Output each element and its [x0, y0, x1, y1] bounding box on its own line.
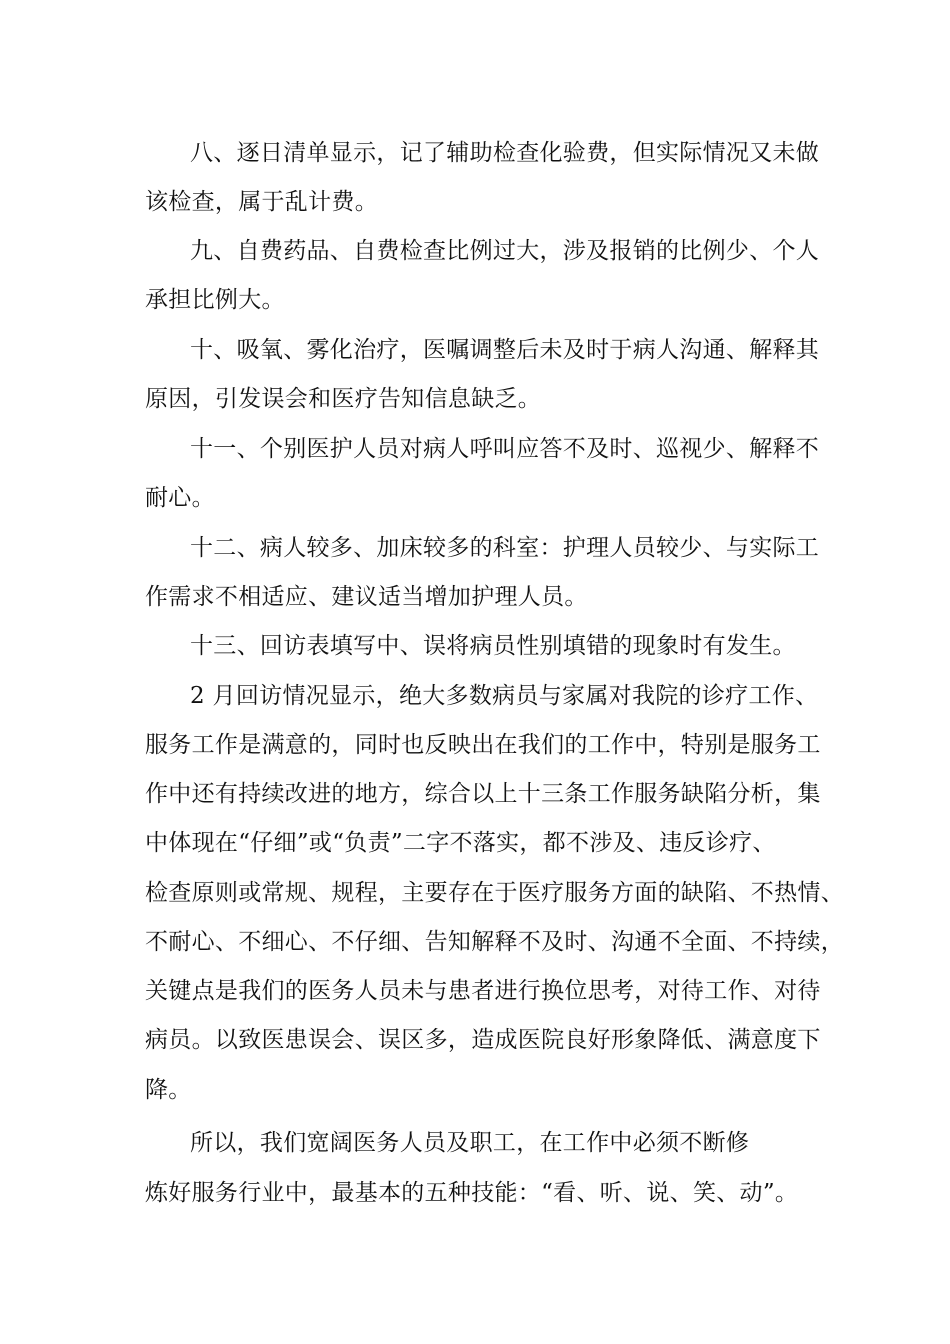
- text-line: 耐心。: [145, 485, 215, 511]
- text-line: 作中还有持续改进的地方，综合以上十三条工作服务缺陷分析，集: [145, 781, 821, 807]
- text-line: 原因，引发误会和医疗告知信息缺乏。: [145, 386, 542, 412]
- text-line: 作需求不相适应、建议适当增加护理人员。: [145, 584, 588, 610]
- text-line: 检查原则或常规、规程，主要存在于医疗服务方面的缺陷、不热情、: [145, 880, 844, 906]
- text-line: 病员。以致医患误会、误区多，造成医院良好形象降低、满意度下: [145, 1027, 821, 1053]
- text-line: 服务工作是满意的，同时也反映出在我们的工作中，特别是服务工: [145, 732, 821, 758]
- text-line: 八、逐日清单显示，记了辅助检查化验费，但实际情况又未做: [190, 140, 820, 166]
- text-line: 十一、个别医护人员对病人呼叫应答不及时、巡视少、解释不: [190, 436, 820, 462]
- text-line: 关键点是我们的医务人员未与患者进行换位思考，对待工作、对待: [145, 978, 821, 1004]
- text-line: 不耐心、不细心、不仔细、告知解释不及时、沟通不全面、不持续，: [145, 929, 844, 955]
- text-line: 九、自费药品、自费检查比例过大，涉及报销的比例少、个人: [190, 238, 820, 264]
- text-line: 炼好服务行业中，最基本的五种技能：“看、听、说、笑、动”。: [145, 1180, 799, 1206]
- text-line: 十、吸氧、雾化治疗，医嘱调整后未及时于病人沟通、解释其: [190, 337, 820, 363]
- text-line: 十三、回访表填写中、误将病员性别填错的现象时有发生。: [190, 633, 796, 659]
- text-line: 该检查，属于乱计费。: [145, 189, 378, 215]
- text-line: 中体现在“仔细”或“负责”二字不落实，都不涉及、违反诊疗、: [145, 830, 776, 856]
- text-line: 降。: [145, 1077, 192, 1103]
- text-line: 十二、病人较多、加床较多的科室：护理人员较少、与实际工: [190, 535, 820, 561]
- text-line: 所以，我们宽阔医务人员及职工，在工作中必须不断修: [190, 1130, 750, 1156]
- text-line: 承担比例大。: [145, 287, 285, 313]
- text-line: 2 月回访情况显示，绝大多数病员与家属对我院的诊疗工作、: [190, 683, 819, 709]
